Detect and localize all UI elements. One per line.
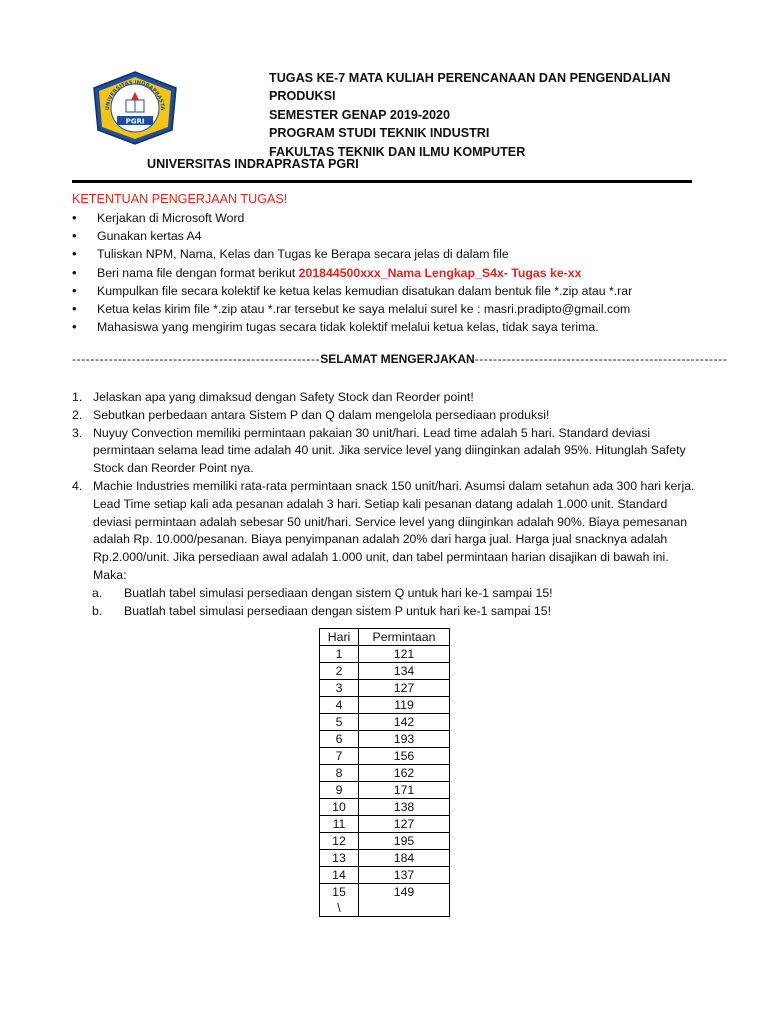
cell-permintaan: 127 — [359, 816, 450, 833]
cell-permintaan: 171 — [359, 782, 450, 799]
cell-hari: 11 — [320, 816, 359, 833]
separator-label: SELAMAT MENGERJAKAN — [320, 352, 475, 366]
table-row — [320, 714, 450, 731]
cell-permintaan: 121 — [359, 646, 450, 663]
cell-permintaan: 142 — [359, 714, 450, 731]
cell-permintaan: 162 — [359, 765, 450, 782]
header-line: TUGAS KE-7 MATA KULIAH PERENCANAAN DAN PENGENDALIAN — [269, 71, 671, 85]
question-item: 1. Jelaskan apa yang dimaksud dengan Safety Stock dan Reorder point! — [72, 390, 474, 404]
subquestion-item: a. Buatlah tabel simulasi persediaan dengan sistem Q untuk hari ke-1 sampai 15! — [92, 585, 553, 600]
question-item: 4. Machie Industries memiliki rata-rata permintaan snack 150 unit/hari. Asumsi dalam setahun ada 300 hari kerja. Lead Time setiap kali ada pesanan adalah 3 hari. Setiap kali pesanan datang adalah 1.000 unit. Standard deviasi permintaan adalah sebesar 50 unit/hari. Service level yang diinginkan adalah 90%. Biaya pemesanan adalah Rp. 10.000/pesanan. Biaya penyimpanan adalah 20% dari harga jual. Harga jual snacknya adalah Rp.2.000/unit. Jika persediaan awal adalah 1.000 unit, dan tabel permintaan harian disajikan di bawah ini. Maka: — [72, 478, 695, 582]
rule-item: • Tuliskan NPM, Nama, Kelas dan Tugas ke Berapa secara jelas di dalam file — [72, 245, 632, 263]
cell-hari: 13 — [320, 850, 359, 867]
table-row — [320, 816, 450, 833]
rule-item: • Gunakan kertas A4 — [72, 227, 632, 245]
questions-list — [72, 389, 704, 620]
header-line: PRODUKSI — [269, 89, 336, 104]
cell-hari: 5 — [320, 714, 359, 731]
separator-line: ------------------------------------------------------SELAMAT MENGERJAKAN------------------------------------------------------- — [72, 352, 728, 366]
subquestion-item: b. Buatlah tabel simulasi persediaan dengan sistem P untuk hari ke-1 sampai 15! — [92, 603, 551, 618]
table-row — [320, 799, 450, 816]
header-line: PROGRAM STUDI TEKNIK INDUSTRI — [269, 126, 490, 141]
table-row — [320, 731, 450, 748]
table-row — [320, 850, 450, 867]
cell-permintaan: 193 — [359, 731, 450, 748]
cell-hari: 9 — [320, 782, 359, 799]
header-block — [269, 69, 670, 161]
column-header-hari: Hari — [320, 629, 359, 646]
rules-title: KETENTUAN PENGERJAAN TUGAS! — [72, 192, 288, 206]
logo-base-text: PGRI — [125, 117, 145, 126]
university-logo — [92, 70, 178, 146]
cell-hari: 8 — [320, 765, 359, 782]
rule-item: • Ketua kelas kirim file *.zip atau *.rar tersebut ke saya melalui surel ke : masri.pradipto@gmail.com — [72, 300, 632, 318]
rule-item: • Kumpulkan file secara kolektif ke ketua kelas kemudian disatukan dalam bentuk file *.zip atau *.rar — [72, 282, 632, 300]
cell-hari: 1 — [320, 646, 359, 663]
table-row — [320, 867, 450, 884]
cell-hari: 14 — [320, 867, 359, 884]
cell-permintaan: 127 — [359, 680, 450, 697]
demand-table — [319, 628, 450, 917]
table-row — [320, 646, 450, 663]
table-row — [320, 782, 450, 799]
rules-list — [72, 209, 632, 336]
rule-item: • Kerjakan di Microsoft Word — [72, 209, 632, 227]
cell-hari: 7 — [320, 748, 359, 765]
table-row — [320, 833, 450, 850]
table-row — [320, 748, 450, 765]
cell-permintaan: 149 — [359, 884, 450, 917]
rule-item: • Beri nama file dengan format berikut 201844500xxx_Nama Lengkap_S4x- Tugas ke-xx — [72, 264, 632, 282]
university-name: UNIVERSITAS INDRAPRASTA PGRI — [147, 157, 359, 171]
cell-permintaan: 138 — [359, 799, 450, 816]
table-row — [320, 697, 450, 714]
header-line: SEMESTER GENAP 2019-2020 — [269, 107, 451, 122]
table-row — [320, 884, 450, 917]
header-divider — [72, 180, 692, 183]
cell-hari: 6 — [320, 731, 359, 748]
cell-hari: 2 — [320, 663, 359, 680]
cell-permintaan: 184 — [359, 850, 450, 867]
row-mark: \ — [337, 901, 341, 915]
column-header-permintaan: Permintaan — [359, 629, 450, 646]
cell-hari: 3 — [320, 680, 359, 697]
cell-permintaan: 134 — [359, 663, 450, 680]
file-format: 201844500xxx_Nama Lengkap_S4x- Tugas ke-xx — [298, 265, 582, 280]
cell-permintaan: 195 — [359, 833, 450, 850]
logo-arc-text: UNIVERSITAS INDRAPRASTA — [104, 79, 166, 111]
question-item: 2. Sebutkan perbedaan antara Sistem P dan Q dalam mengelola persediaan produksi! — [72, 407, 550, 422]
cell-hari: 4 — [320, 697, 359, 714]
cell-hari: 15 \ — [320, 884, 359, 917]
header-line: FAKULTAS TEKNIK DAN ILMU KOMPUTER — [269, 144, 526, 159]
table-row — [320, 680, 450, 697]
table-row — [320, 663, 450, 680]
rule-item: • Mahasiswa yang mengirim tugas secara tidak kolektif melalui ketua kelas, tidak saya terima. — [72, 318, 632, 336]
cell-hari: 12 — [320, 833, 359, 850]
cell-hari: 10 — [320, 799, 359, 816]
cell-permintaan: 156 — [359, 748, 450, 765]
question-item: 3. Nuyuy Convection memiliki permintaan pakaian 30 unit/hari. Lead time adalah 5 hari. Standard deviasi permintaan selama lead time adalah 40 unit. Jika service level yang diinginkan adalah 95%. Hitunglah Safety Stock dan Reorder Point nya. — [72, 425, 686, 476]
table-row — [320, 765, 450, 782]
cell-permintaan: 119 — [359, 697, 450, 714]
cell-permintaan: 137 — [359, 867, 450, 884]
